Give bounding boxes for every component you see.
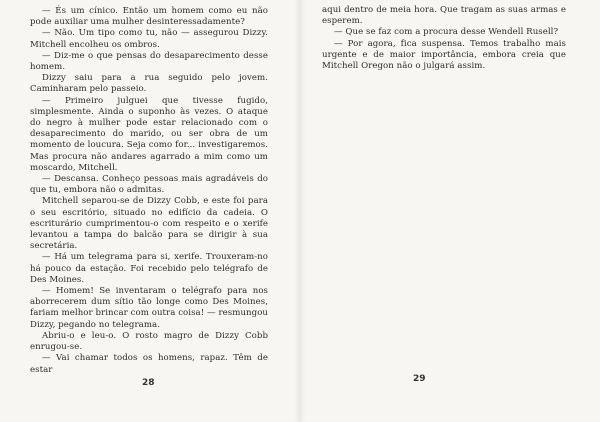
paragraph: — Diz-me o que pensas do desaparecimento desse homem. — [30, 50, 268, 73]
paragraph: — Homem! Se inventaram o telégrafo para nos aborrecerem dum sítio tão longe como Des Moines, fariam melhor brincar com outra coisa! — resmungou Dizzy, pegando no telegrama. — [30, 286, 268, 330]
paragraph: — Por agora, fica suspensa. Temos trabalho mais urgente e de maior importância, embora creia que Mitchell Oregon não o julgará assim. — [322, 38, 566, 72]
paragraph: — És um cínico. Então um homem como eu não pode auxiliar uma mulher desinteressadamente? — [30, 6, 268, 28]
left-page-text — [30, 6, 268, 376]
paragraph: aqui dentro de meia hora. Que tragam as suas armas e esperem. — [322, 5, 566, 27]
paragraph: — Há um telegrama para si, xerife. Trouxeram-no há pouco da estação. Foi recebido pelo telégrafo de Des Moines. — [30, 252, 268, 285]
page-number: 29 — [413, 374, 426, 384]
paragraph: — Descansa. Conheço pessoas mais agradáveis do que tu, embora não o admitas. — [30, 174, 268, 196]
paragraph: Dizzy saiu para a rua seguido pelo jovem. Caminharam pelo passeio. — [30, 73, 268, 95]
paragraph: — Vai chamar todos os homens, rapaz. Têm de estar — [30, 353, 268, 375]
right-page — [300, 0, 600, 422]
right-page-text — [322, 5, 566, 72]
paragraph: Abriu-o e leu-o. O rosto magro de Dizzy Cobb enrugou-se. — [30, 330, 268, 353]
page-number: 28 — [142, 378, 155, 388]
paragraph: — Não. Um tipo como tu, não — assegurou Dizzy. Mitchell encolheu os ombros. — [30, 28, 268, 50]
paragraph: — Primeiro julguei que tivesse fugido, simplesmente. Ainda o suponho às vezes. O ataque do negro à mulher pode estar relacionado com o desaparecimento do marido, ou ser obra de um momento de loucura. Seja como for... investigaremos. Mas procura não andares agarrado a mim como um moscardo, Mitchell. — [30, 95, 268, 173]
paragraph: — Que se faz com a procura desse Wendell Rusell? — [334, 27, 559, 38]
paragraph: Mitchell separou-se de Dizzy Cobb, e este foi para o seu escritório, situado no edifício da cadeia. O escriturário cumprimentou-o com respeito e o xerife levantou a tampa do balcão para se dirigir à sua secretária. — [30, 196, 268, 252]
